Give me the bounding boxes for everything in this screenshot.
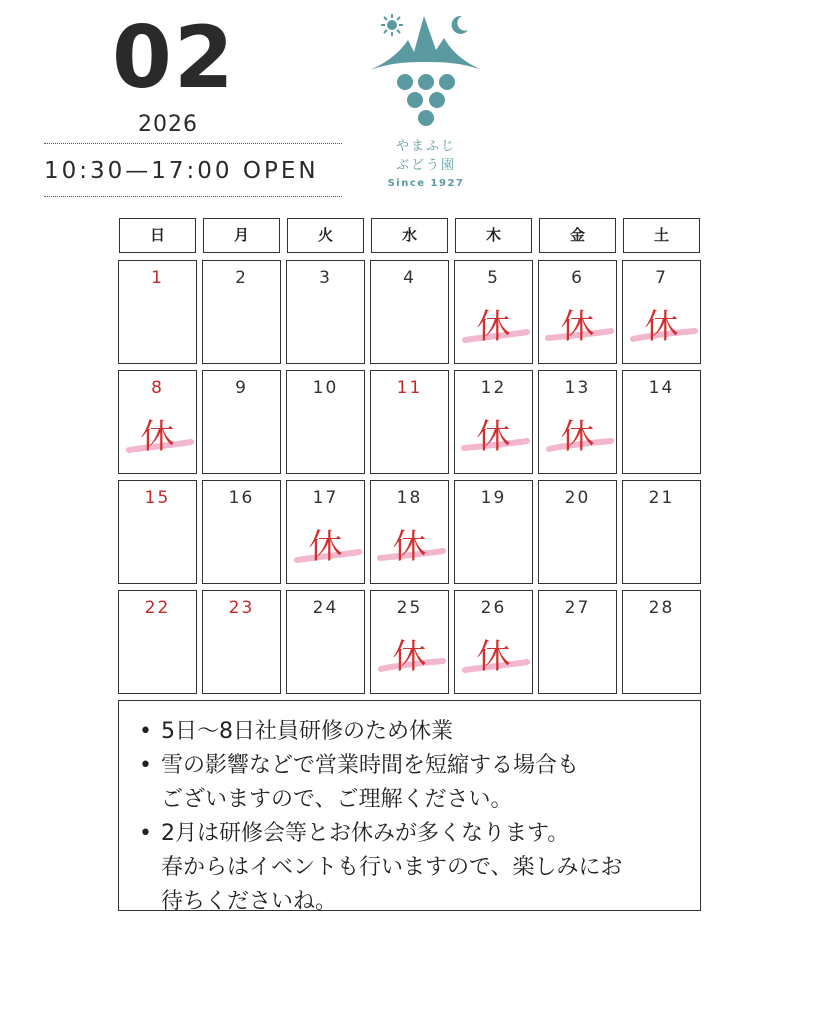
closed-mark: 休: [560, 417, 595, 457]
calendar-day-25: [370, 590, 449, 694]
calendar-day-1: [118, 260, 197, 364]
calendar-day-11: [370, 370, 449, 474]
note-line: 2月は研修会等とお休みが多くなります。: [161, 821, 570, 846]
day-number: 28: [648, 598, 675, 618]
closed-mark: 休: [308, 527, 343, 567]
weekday-header: 木: [455, 218, 532, 253]
day-number: 1: [151, 268, 164, 288]
day-number: 23: [228, 598, 255, 618]
closed-mark: 休: [476, 307, 511, 347]
calendar-day-28: [622, 590, 701, 694]
opening-hours: 10:30—17:00 OPEN: [44, 158, 319, 184]
calendar-day-8: [118, 370, 197, 474]
day-number: 12: [480, 378, 507, 398]
calendar-day-23: [202, 590, 281, 694]
note-line: ございますので、ご理解ください。: [161, 787, 513, 812]
day-number: 3: [319, 268, 332, 288]
day-number: 9: [235, 378, 248, 398]
calendar-day-10: [286, 370, 365, 474]
day-number: 25: [396, 598, 423, 618]
calendar-day-12: [454, 370, 533, 474]
closed-mark: 休: [476, 417, 511, 457]
divider-top: [44, 143, 342, 144]
day-number: 14: [648, 378, 675, 398]
calendar-day-24: [286, 590, 365, 694]
note-item: [137, 715, 682, 749]
calendar-day-21: [622, 480, 701, 584]
calendar-day-22: [118, 590, 197, 694]
calendar-day-16: [202, 480, 281, 584]
calendar-day-7: [622, 260, 701, 364]
bullet-icon: •: [139, 753, 152, 778]
month-number: 02: [112, 8, 236, 108]
day-number: 18: [396, 488, 423, 508]
calendar-day-5: [454, 260, 533, 364]
calendar-day-15: [118, 480, 197, 584]
calendar-day-19: [454, 480, 533, 584]
note-line: 5日～8日社員研修のため休業: [161, 719, 453, 744]
calendar-day-17: [286, 480, 365, 584]
logo-since: Since 1927: [387, 178, 465, 189]
calendar-day-13: [538, 370, 617, 474]
closed-mark: 休: [392, 527, 427, 567]
day-number: 20: [564, 488, 591, 508]
calendar-day-9: [202, 370, 281, 474]
calendar-day-18: [370, 480, 449, 584]
note-item: [137, 817, 682, 919]
weekday-header: 火: [287, 218, 364, 253]
day-number: 7: [655, 268, 668, 288]
calendar-day-27: [538, 590, 617, 694]
weekday-header: 日: [119, 218, 196, 253]
day-number: 21: [648, 488, 675, 508]
calendar-day-2: [202, 260, 281, 364]
day-number: 24: [312, 598, 339, 618]
day-number: 13: [564, 378, 591, 398]
note-item: [137, 749, 682, 817]
weekday-header: 月: [203, 218, 280, 253]
notes-box: [118, 700, 701, 914]
day-number: 15: [144, 488, 171, 508]
calendar-day-6: [538, 260, 617, 364]
closed-mark: 休: [560, 307, 595, 347]
bullet-icon: •: [139, 821, 152, 846]
day-number: 6: [571, 268, 584, 288]
calendar-day-14: [622, 370, 701, 474]
calendar-day-3: [286, 260, 365, 364]
day-number: 10: [312, 378, 339, 398]
weekday-header: 土: [623, 218, 700, 253]
closed-mark: 休: [392, 637, 427, 677]
closed-mark: 休: [644, 307, 679, 347]
calendar-day-4: [370, 260, 449, 364]
day-number: 8: [151, 378, 164, 398]
bullet-icon: •: [139, 719, 152, 744]
note-line: 雪の影響などで営業時間を短縮する場合も: [161, 753, 580, 778]
day-number: 22: [144, 598, 171, 618]
day-number: 5: [487, 268, 500, 288]
logo-name-line2: ぶどう園: [395, 158, 456, 173]
year-label: 2026: [138, 112, 198, 137]
calendar-day-26: [454, 590, 533, 694]
divider-bottom: [44, 196, 342, 197]
day-number: 11: [396, 378, 423, 398]
day-number: 27: [564, 598, 591, 618]
day-number: 19: [480, 488, 507, 508]
note-line: 春からはイベントも行いますので、楽しみにお: [161, 855, 623, 880]
closed-mark: 休: [140, 417, 175, 457]
weekday-header: 金: [539, 218, 616, 253]
day-number: 2: [235, 268, 248, 288]
day-number: 4: [403, 268, 416, 288]
day-number: 16: [228, 488, 255, 508]
logo-name-line1: やまふじ: [395, 139, 456, 154]
note-line: 待ちくださいね。: [161, 889, 338, 914]
day-number: 17: [312, 488, 339, 508]
day-number: 26: [480, 598, 507, 618]
weekday-header: 水: [371, 218, 448, 253]
calendar-day-20: [538, 480, 617, 584]
closed-mark: 休: [476, 637, 511, 677]
